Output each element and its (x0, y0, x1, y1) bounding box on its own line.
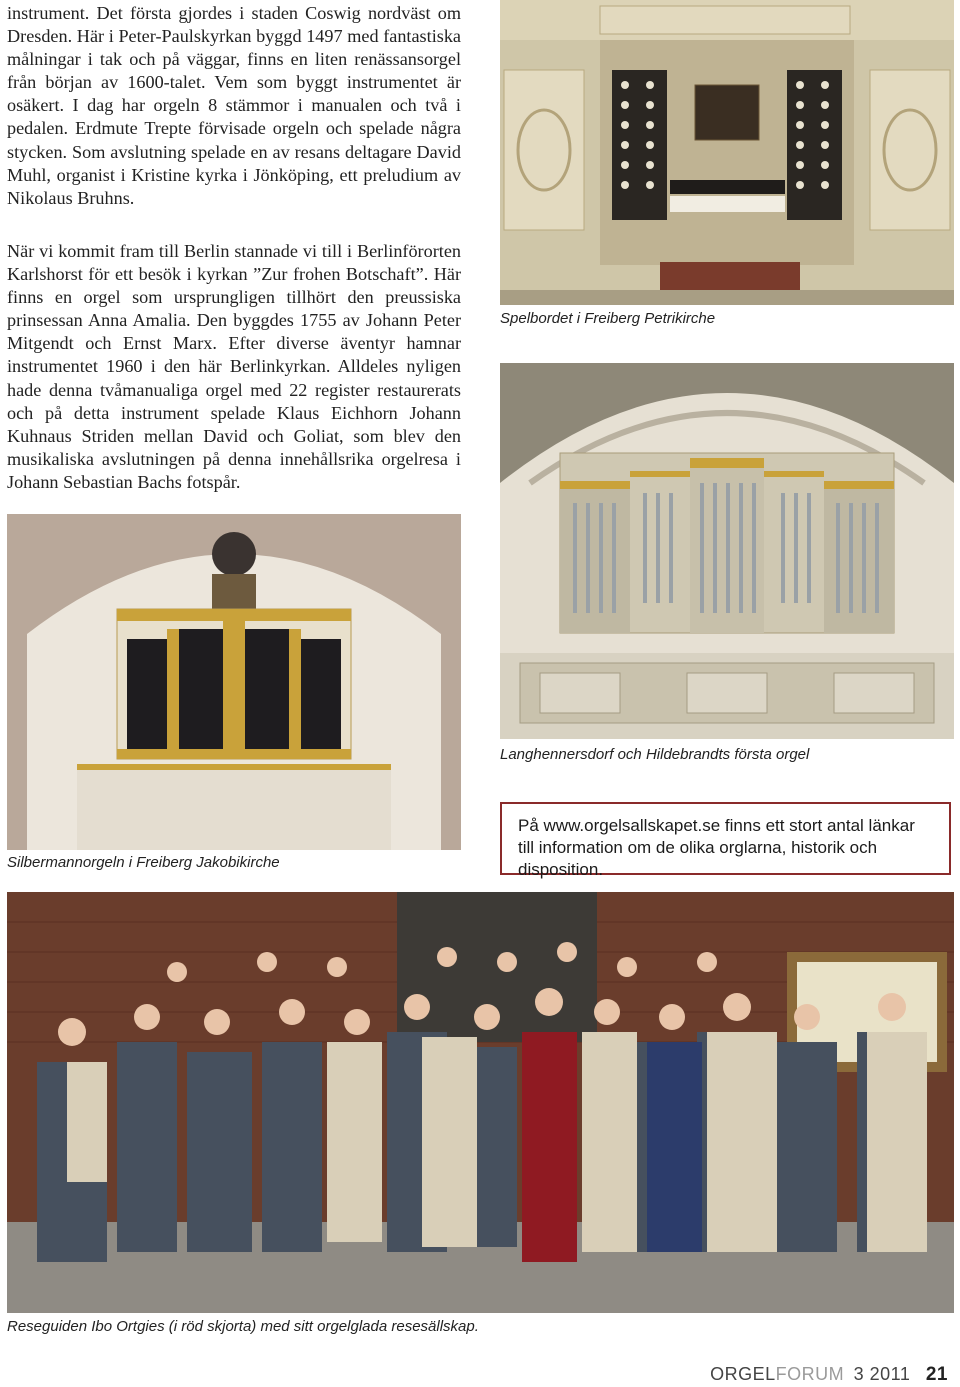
magazine-name-part1: ORGEL (710, 1364, 776, 1384)
page-number: 21 (925, 1364, 948, 1385)
photo-group (7, 892, 954, 1313)
photo-organ-console (500, 0, 954, 305)
page-footer (710, 1364, 948, 1386)
caption-silbermann: Silbermannorgeln i Freiberg Jakobikirche (7, 854, 280, 871)
photo-langhennersdorf-organ (500, 363, 954, 739)
info-box (500, 802, 951, 879)
article-paragraph-2: När vi kommit fram till Berlin stannade vi till i Berlinförorten Karlshorst för ett besök i kyrkan ”Zur frohen Botschaft”. Här finns en orgel som ursprungligen tillhört den preussiska prinsessan Anna Amalia. Den byggdes 1755 av Johann Peter Mitgendt och Ernst Marx. Efter diverse äventyr hamnar instrumentet 1960 i den här Berlinkyrkan. Alldeles nyligen hade denna tvåmanualiga orgel med 22 register restaurerats och på detta instrument spelade Klaus Eichhorn Johann Kuhnaus Striden mellan David och Goliat, som blev den musikaliska avslutningen på denna innehållsrika orgelresa i Johann Sebastian Bachs fotspår. (7, 241, 461, 492)
caption-langhennersdorf: Langhennersdorf och Hildebrandts första orgel (500, 746, 810, 763)
caption-group: Reseguiden Ibo Ortgies (i röd skjorta) med sitt orgelglada resesällskap. (7, 1318, 479, 1335)
issue-label: 3 2011 (853, 1364, 911, 1384)
info-box-text: På www.orgelsallskapet.se finns ett stort antal länkar till information om de olika orglarna, historik och disposition. (518, 816, 915, 879)
article-paragraph-1: instrument. Det första gjordes i staden Coswig nordväst om Dresden. Här i Peter-Paulskyrkan byggd 1497 med fantastiska målningar i tak och på väggar, finns en liten renässansorgel från början av 1600-talet. Vem som byggt instrumentet är osäkert. I dag har orgeln 8 stämmor i manualen och två i pedalen. Erdmute Trepte förvisade orgeln och spelade några stycken. Som avslutning spelade en av resans deltagare David Muhl, organist i Kristine kyrka i Jönköping, ett preludium av Nikolaus Bruhns. (7, 3, 461, 208)
magazine-name-part2: FORUM (775, 1364, 845, 1384)
photo-silbermann-organ (7, 514, 461, 850)
caption-console: Spelbordet i Freiberg Petrikirche (500, 310, 716, 327)
